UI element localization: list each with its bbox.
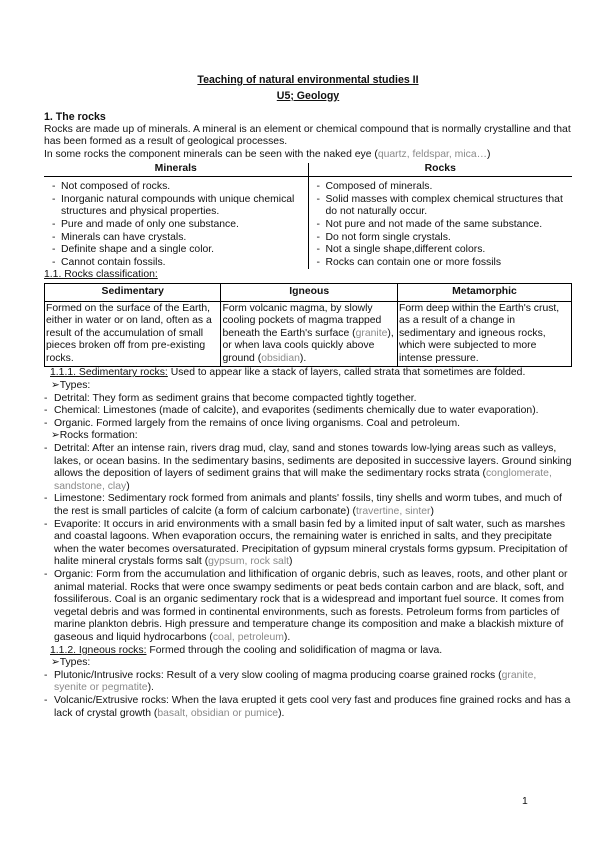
- igneous-types-label: ➢Types:: [51, 657, 91, 669]
- sedimentary-cell: Formed on the surface of the Earth, either in water or on land, often as a result of the accumulation of small pieces broken off from pre-existing rocks.: [45, 301, 221, 367]
- sedimentary-header: Sedimentary: [45, 283, 221, 301]
- sedimentary-types-label: ➢Types:: [51, 380, 91, 392]
- minerals-vs-rocks-table: [44, 163, 572, 270]
- igneous-header: Igneous: [221, 283, 397, 301]
- list-item: - Minerals can have crystals.: [52, 232, 302, 245]
- unit-title: U5; Geology: [276, 89, 340, 102]
- list-item: - Pure and made of only one substance.: [52, 219, 302, 232]
- rock-classification-table: [44, 283, 572, 368]
- metamorphic-header: Metamorphic: [397, 283, 571, 301]
- metamorphic-cell: Form deep within the Earth's crust, as a result of a change in sedimentary and igneous rocks, which were subjected to more intense pressure.: [397, 301, 571, 367]
- sedimentary-heading: 1.1.1. Sedimentary rocks: Used to appear like a stack of layers, called strata that sometimes are folded.: [50, 367, 526, 379]
- igneous-heading: 1.1.2. Igneous rocks: Formed through the cooling and solidification of magma or lava.: [50, 644, 443, 656]
- list-item: - Evaporite: It occurs in arid environments with a small basin fed by a limited input of salt water, such as marshes and coastal lagoons. When evaporation occurs, the remaining water is enriched in salts, and they precipitate when the water becomes oversaturated. Precipitation of gypsum mineral crystals forms gypsum. Precipitation of halite mineral crystals forms salt (gypsum, rock salt): [44, 519, 572, 569]
- list-item: - Solid masses with complex chemical structures that do not naturally occur.: [317, 194, 567, 219]
- list-item: - Definite shape and a single color.: [52, 244, 302, 257]
- document-title: Teaching of natural environmental studies II: [197, 74, 419, 86]
- section-heading-rocks: 1. The rocks: [44, 111, 106, 124]
- list-item: - Volcanic/Extrusive rocks: When the lava erupted it gets cool very fast and produces fine grained rocks and has a lack of crystal growth (basalt, obsidian or pumice).: [44, 695, 572, 720]
- intro-paragraph-1: Rocks are made up of minerals. A mineral is an element or chemical compound that is normally crystalline and that has been formed as a result of geological processes.: [44, 123, 571, 148]
- rocks-list: [309, 181, 573, 269]
- list-item: - Not pure and not made of the same substance.: [317, 219, 567, 232]
- minerals-header: Minerals: [44, 163, 308, 177]
- list-item: - Limestone: Sedimentary rock formed from animals and plants' fossils, tiny shells and worm tubes, and much of the rest is small particles of calcite (a form of calcium carbonate) (travertine, sinter): [44, 493, 572, 518]
- list-item: - Organic. Formed largely from the remains of once living organisms. Coal and petroleum.: [44, 418, 572, 431]
- list-item: - Rocks can contain one or more fossils: [317, 257, 567, 270]
- list-item: - Chemical: Limestones (made of calcite), and evaporites (sediments chemically due to water evaporation).: [44, 405, 572, 418]
- rocks-cell: [308, 177, 572, 270]
- rocks-header: Rocks: [308, 163, 572, 177]
- list-item: - Do not form single crystals.: [317, 232, 567, 245]
- list-item: - Not a single shape,different colors.: [317, 244, 567, 257]
- list-item: - Detrital: After an intense rain, rivers drag mud, clay, sand and stones towards low-lying areas such as valleys, lakes, or ocean basins. In the sedimentary basins, sediments are deposited in successive layers. Ground sinking allows the deposition of layers of sediment grains that will make the sedimentary rocks strata (conglomerate, sandstone, clay): [44, 443, 572, 493]
- list-item: - Inorganic natural compounds with unique chemical structures and physical properties.: [52, 194, 302, 219]
- page-number: 1: [522, 796, 528, 807]
- list-item: - Plutonic/Intrusive rocks: Result of a very slow cooling of magma producing coarse grained rocks (granite, syenite or pegmatite).: [44, 670, 572, 695]
- list-item: - Detrital: They form as sediment grains that become compacted tightly together.: [44, 393, 572, 406]
- classification-heading: 1.1. Rocks classification:: [44, 269, 158, 281]
- mineral-examples: quartz, feldspar, mica…: [377, 148, 487, 160]
- minerals-list: [44, 181, 308, 269]
- list-item: - Cannot contain fossils.: [52, 257, 302, 270]
- rocks-formation-list: [44, 443, 572, 645]
- igneous-cell: Form volcanic magma, by slowly cooling pockets of magma trapped beneath the Earth's surface (granite), or when lava cools quickly above ground (obsidian).: [221, 301, 397, 367]
- rocks-formation-label: ➢Rocks formation:: [51, 430, 138, 442]
- minerals-cell: [44, 177, 308, 270]
- sedimentary-types-list: [44, 393, 572, 431]
- page-content: [44, 74, 572, 720]
- list-item: - Composed of minerals.: [317, 181, 567, 194]
- list-item: - Organic: Form from the accumulation and lithification of organic debris, such as leaves, roots, and other plant or animal material. Rocks that were once swampy sediments or peat beds contain carbon and are black, soft, and fossiliferous. Coal is an organic sedimentary rock that is a widespread and important fuel source. It comes from vegetal debris and was formed in continental environments, such as forests. Petroleum forms from particles of marine plankton debris. High pressure and temperature change its composition and make a blackish mixture of gaseous and liquid hydrocarbons (coal, petroleum).: [44, 569, 572, 645]
- list-item: - Not composed of rocks.: [52, 181, 302, 194]
- igneous-types-list: [44, 670, 572, 720]
- intro-paragraph-2: In some rocks the component minerals can be seen with the naked eye (quartz, feldspar, mica…): [44, 148, 491, 160]
